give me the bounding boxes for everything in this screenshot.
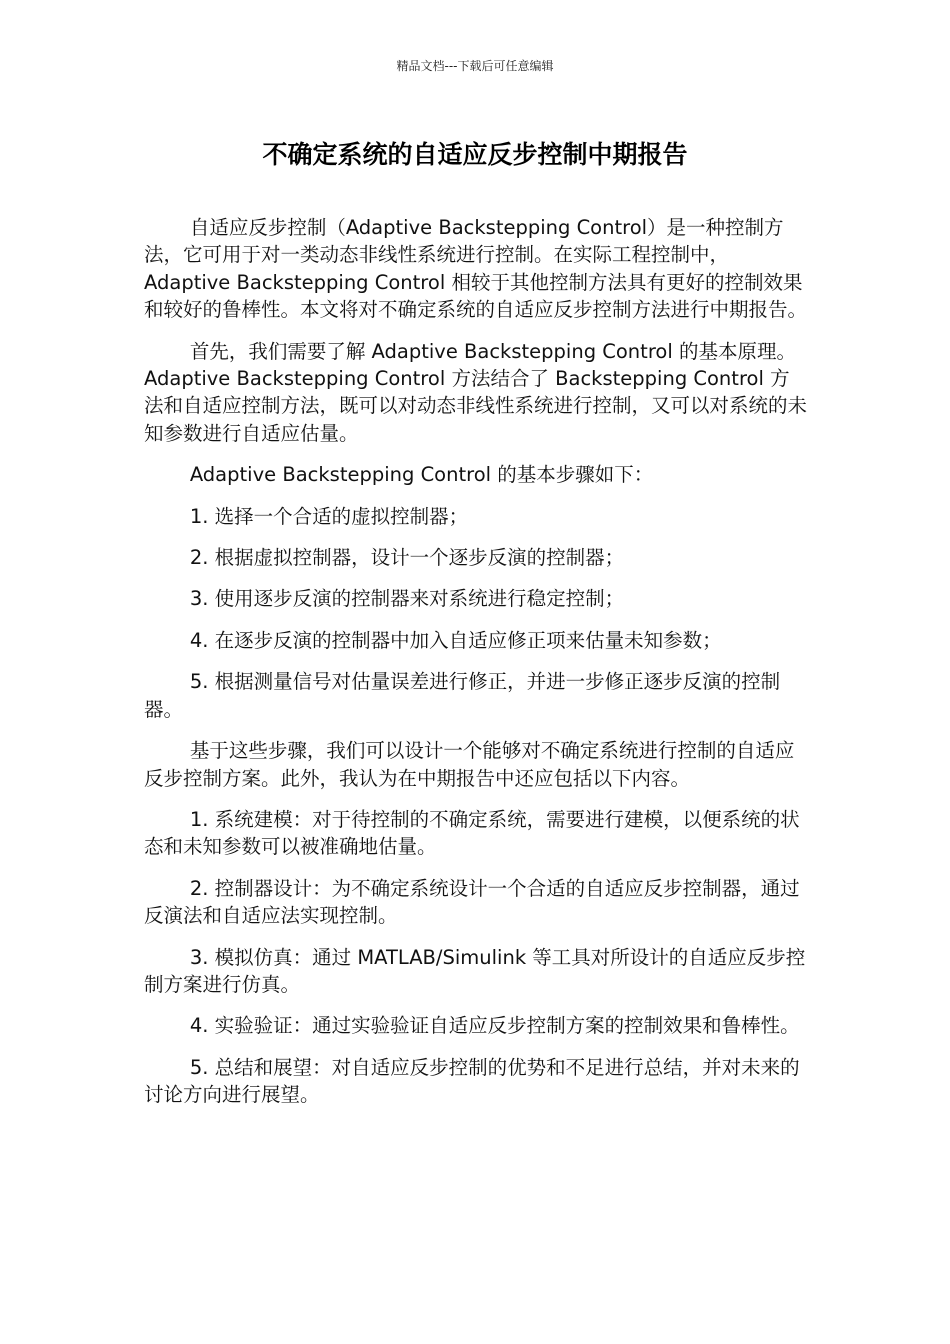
document-body xyxy=(144,214,808,1123)
paragraph-principle: 首先，我们需要了解 Adaptive Backstepping Control 的基本原理。Adaptive Backstepping Control 方法结合了 Backstepping Control 方法和自适应控制方法，既可以对动态非线性系统进行控制，又可以对系统的未知参数进行自适应估量。 xyxy=(144,339,808,445)
step-item-4: 4. 在逐步反演的控制器中加入自适应修正项来估量未知参数； xyxy=(189,628,722,652)
paragraph-scheme: 基于这些步骤，我们可以设计一个能够对不确定系统进行控制的自适应反步控制方案。此外，我认为在中期报告中还应包括以下内容。 xyxy=(144,739,795,790)
page-header: 精品文档---下载后可任意编辑 xyxy=(396,59,554,73)
document-title: 不确定系统的自适应反步控制中期报告 xyxy=(262,140,688,169)
paragraph-intro: 自适应反步控制（Adaptive Backstepping Control）是一种控制方法，它可用于对一类动态非线性系统进行控制。在实际工程控制中，Adaptive Backstepping Control 相较于其他控制方法具有更好的控制效果和较好的鲁棒性。本文将对不确定系统的自适应反步控制方法进行中期报告。 xyxy=(144,216,808,322)
step-item-3: 3. 使用逐步反演的控制器来对系统进行稳定控制； xyxy=(189,587,625,611)
paragraph-steps-heading: Adaptive Backstepping Control 的基本步骤如下： xyxy=(189,463,654,487)
content-item-5: 5. 总结和展望：对自适应反步控制的优势和不足进行总结，并对未来的讨论方向进行展望。 xyxy=(144,1055,800,1107)
step-item-1: 1. 选择一个合适的虚拟控制器； xyxy=(189,504,469,528)
step-item-5: 5. 根据测量信号对估量误差进行修正，并进一步修正逐步反演的控制器。 xyxy=(144,670,781,721)
content-item-3: 3. 模拟仿真：通过 MATLAB/Simulink 等工具对所设计的自适应反步控制方案进行仿真。 xyxy=(144,945,806,996)
content-item-4: 4. 实验验证：通过实验验证自适应反步控制方案的控制效果和鲁棒性。 xyxy=(189,1014,800,1038)
content-item-1: 1. 系统建模：对于待控制的不确定系统，需要进行建模，以便系统的状态和未知参数可以被准确地估量。 xyxy=(144,807,800,859)
step-item-2: 2. 根据虚拟控制器，设计一个逐步反演的控制器； xyxy=(189,546,625,570)
content-item-2: 2. 控制器设计：为不确定系统设计一个合适的自适应反步控制器，通过反演法和自适应法实现控制。 xyxy=(144,876,800,928)
